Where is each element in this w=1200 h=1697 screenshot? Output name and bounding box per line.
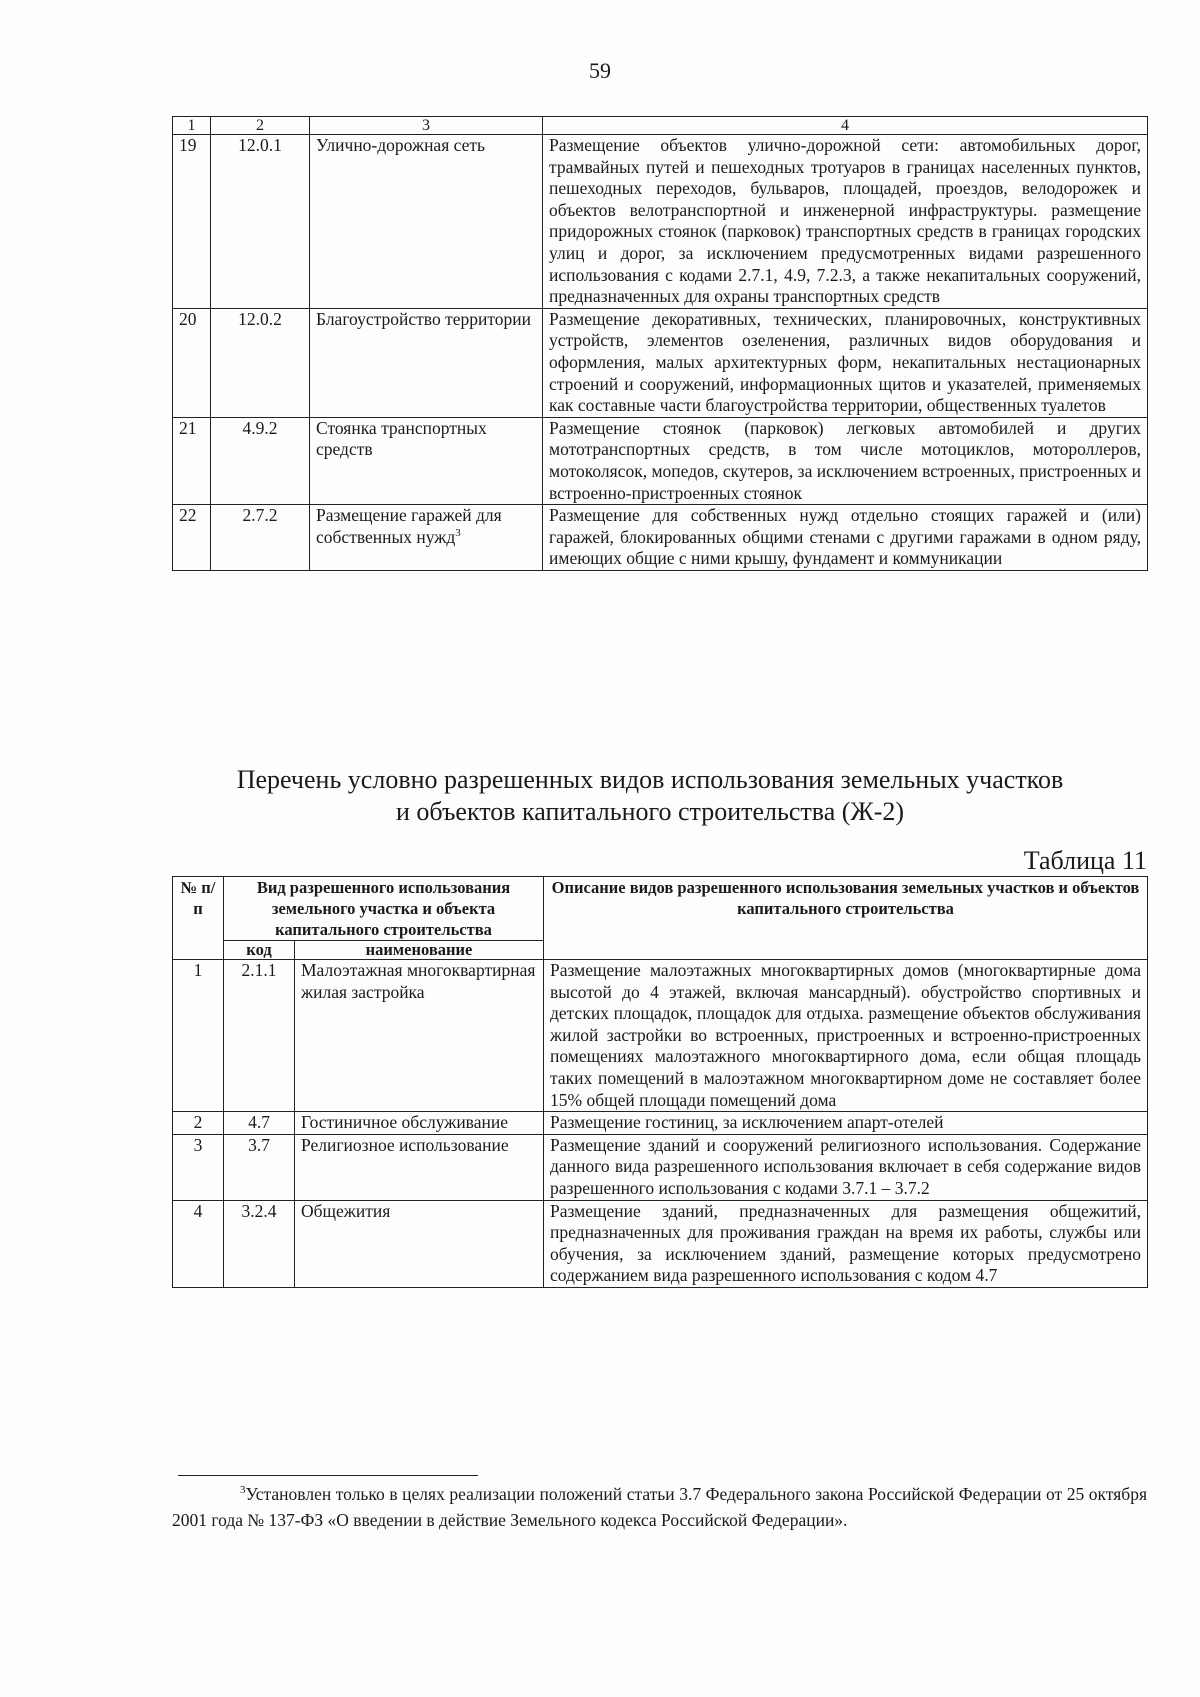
footnote-separator: [178, 1475, 478, 1476]
row-description: Размещение малоэтажных многоквартирных домов (многоквартирные дома высотой до 4 этажей, включая мансардный). обустройство спортивных и детских площадок, площадок для отдыха. размещение объектов обслуживания жилой застройки во встроенных, пристроенных и встроенно-пристроенных помещениях малоэтажного многоквартирного дома, если общая площадь таких помещений в малоэтажном многоквартирном доме не составляет более 15% общей площади помещений дома: [544, 960, 1148, 1112]
row-code: 12.0.2: [211, 308, 310, 417]
row-number: 20: [173, 308, 211, 417]
zoning-table-continuation: [172, 116, 1148, 571]
header-use-type: Вид разрешенного использования земельного участка и объекта капитального строительства: [224, 877, 544, 941]
row-description: Размещение для собственных нужд отдельно стоящих гаражей и (или) гаражей, блокированных общими стенами с другими гаражами в одном ряду, имеющих общие с ними крышу, фундамент и коммуникации: [543, 505, 1148, 571]
row-code: 12.0.1: [211, 135, 310, 309]
table-row: [173, 1134, 1148, 1200]
row-number: 21: [173, 417, 211, 504]
row-number: 1: [173, 960, 224, 1112]
header-description: Описание видов разрешенного использования земельных участков и объектов капитального строительства: [544, 877, 1148, 960]
column-number-row: [173, 117, 1148, 135]
footnote-reference: 3: [455, 526, 461, 539]
row-number: 19: [173, 135, 211, 309]
row-name: Размещение гаражей для собственных нужд: [316, 505, 502, 547]
row-description: Размещение объектов улично-дорожной сети: автомобильных дорог, трамвайных путей и пешеходных тротуаров в границах населенных пунктов, пешеходных переходов, бульваров, площадей, проездов, велодорожек и объектов велотранспортной и инженерной инфраструктуры. размещение придорожных стоянок (парковок) транспортных средств в границах городских улиц и дорог, за исключением предусмотренных видами разрешенного использования с кодами 2.7.1, 4.9, 7.2.3, а также некапитальных сооружений, предназначенных для охраны транспортных средств: [543, 135, 1148, 309]
row-code: 4.7: [224, 1112, 295, 1135]
row-code: 3.2.4: [224, 1200, 295, 1287]
row-name: Общежития: [295, 1200, 544, 1287]
column-number-3: 3: [310, 117, 543, 135]
section-title-line-2: и объектов капитального строительства (Ж-2): [395, 797, 905, 826]
table-row: [173, 308, 1148, 417]
row-code: 4.9.2: [211, 417, 310, 504]
footnote-text: Установлен только в целях реализации положений статьи 3.7 Федерального закона Российской Федерации от 25 октября 2001 года № 137-ФЗ «О введении в действие Земельного кодекса Российской Федерации».: [172, 1484, 1147, 1530]
footnote: [172, 1481, 1147, 1533]
column-number-1: 1: [173, 117, 211, 135]
row-number: 3: [173, 1134, 224, 1200]
row-name: Малоэтажная многоквартирная жилая застройка: [295, 960, 544, 1112]
row-code: 2.1.1: [224, 960, 295, 1112]
table-row: [173, 960, 1148, 1112]
section-title-line-1: Перечень условно разрешенных видов использования земельных участков: [236, 765, 1064, 794]
row-name: Гостиничное обслуживание: [295, 1112, 544, 1135]
row-number: 4: [173, 1200, 224, 1287]
row-name: Благоустройство территории: [310, 308, 543, 417]
footnote-mark: 3: [240, 1484, 246, 1497]
row-description: Размещение декоративных, технических, планировочных, конструктивных устройств, элементов озеленения, различных видов оборудования и оформления, малых архитектурных форм, некапитальных нестационарных строений и сооружений, информационных щитов и указателей, применяемых как составные части благоустройства территории, общественных туалетов: [543, 308, 1148, 417]
column-number-4: 4: [543, 117, 1148, 135]
conditional-use-table: [172, 876, 1148, 1288]
table-row: [173, 1112, 1148, 1135]
row-name-cell: [310, 505, 543, 571]
row-name: Улично-дорожная сеть: [310, 135, 543, 309]
header-number: № п/п: [173, 877, 224, 960]
table-row: [173, 135, 1148, 309]
table-row: [173, 1200, 1148, 1287]
row-name: Религиозное использование: [295, 1134, 544, 1200]
header-code: код: [224, 941, 295, 960]
table-row: [173, 505, 1148, 571]
row-code: 2.7.2: [211, 505, 310, 571]
row-description: Размещение гостиниц, за исключением апарт-отелей: [544, 1112, 1148, 1135]
page-number: 59: [589, 58, 611, 83]
table-caption: Таблица 11: [1023, 846, 1147, 875]
header-name: наименование: [295, 941, 544, 960]
row-description: Размещение стоянок (парковок) легковых автомобилей и других мототранспортных средств, в том числе мотоциклов, мотороллеров, мотоколясок, мопедов, скутеров, за исключением встроенных, пристроенных и встроенно-пристроенных стоянок: [543, 417, 1148, 504]
row-code: 3.7: [224, 1134, 295, 1200]
row-number: 2: [173, 1112, 224, 1135]
section-title: [150, 764, 1150, 828]
row-name: Стоянка транспортных средств: [310, 417, 543, 504]
row-number: 22: [173, 505, 211, 571]
table-header-row: [173, 877, 1148, 941]
row-description: Размещение зданий, предназначенных для размещения общежитий, предназначенных для проживания граждан на время их работы, службы или обучения, за исключением зданий, размещение которых предусмотрено содержанием вида разрешенного использования с кодом 4.7: [544, 1200, 1148, 1287]
row-description: Размещение зданий и сооружений религиозного использования. Содержание данного вида разрешенного использования включает в себя содержание видов разрешенного использования с кодами 3.7.1 – 3.7.2: [544, 1134, 1148, 1200]
column-number-2: 2: [211, 117, 310, 135]
table-row: [173, 417, 1148, 504]
